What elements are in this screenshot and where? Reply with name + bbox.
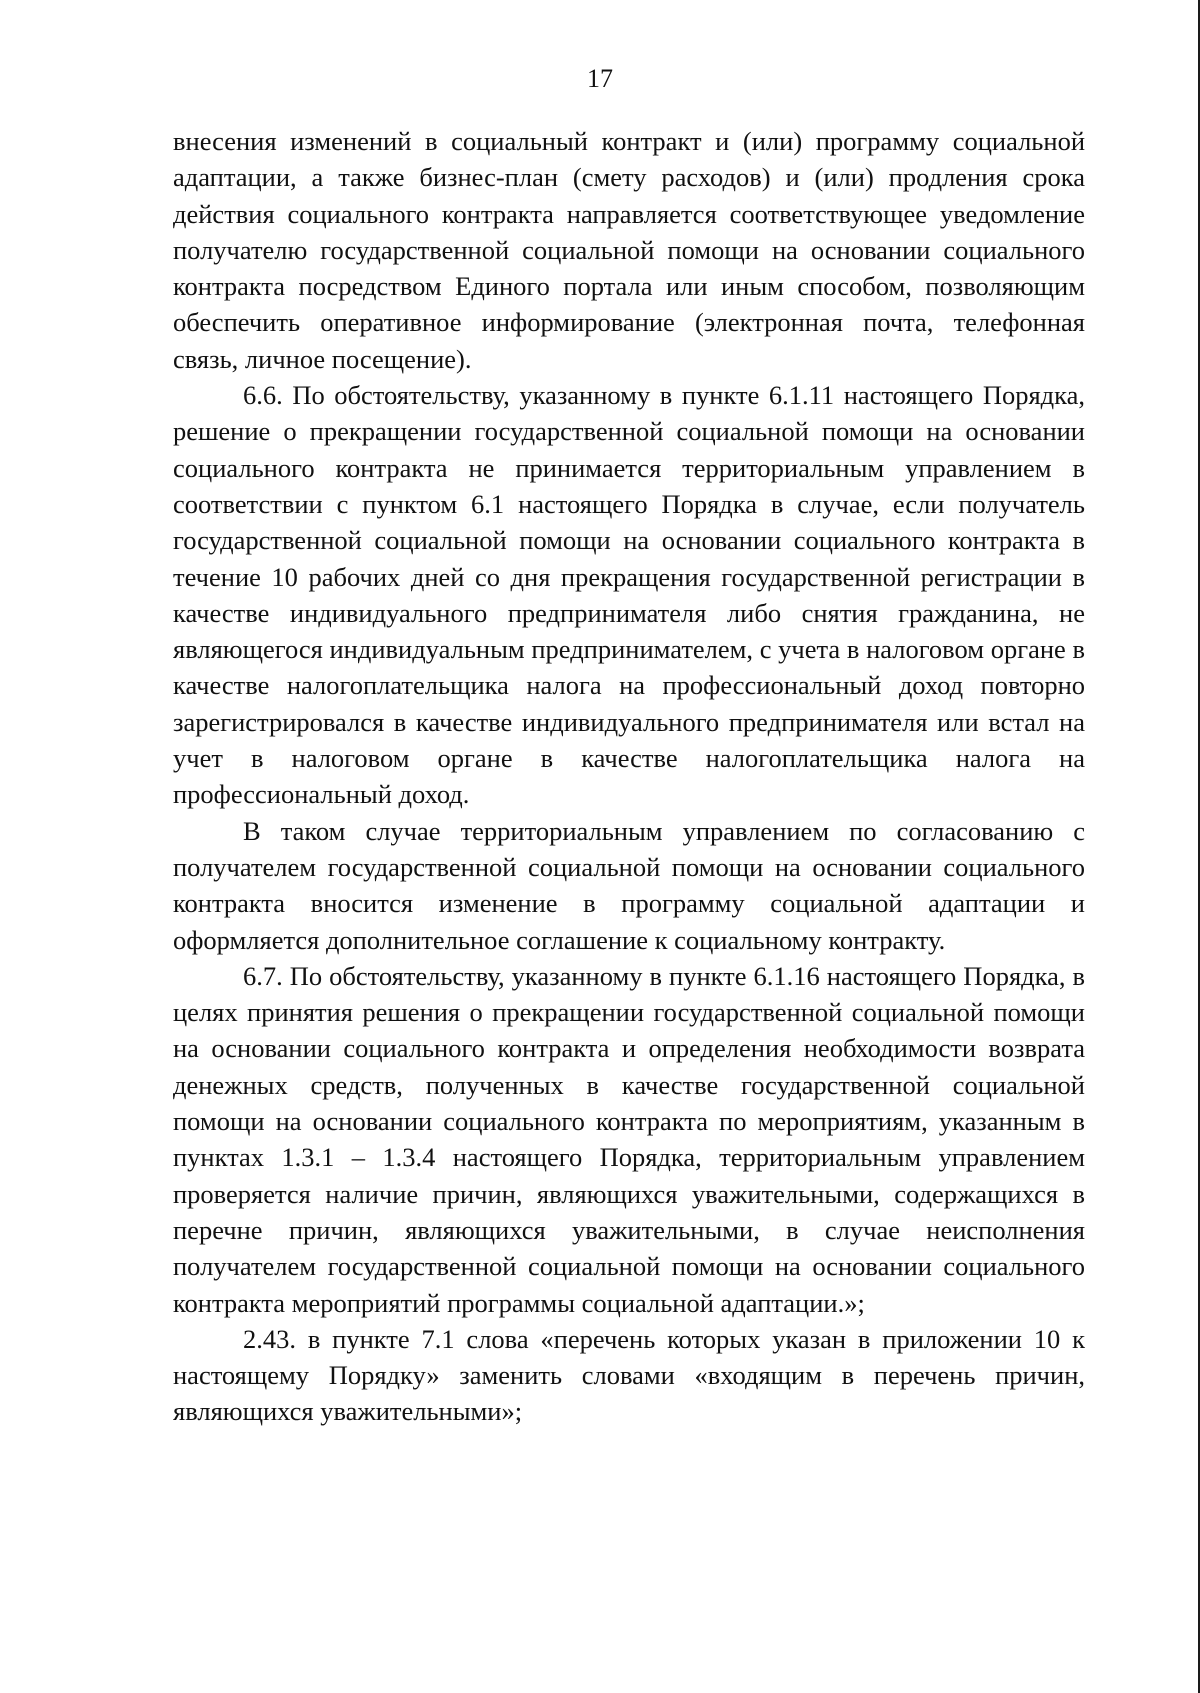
page-number: 17 [587, 64, 613, 93]
paragraph-2-43: 2.43. в пункте 7.1 слова «перечень которых указан в приложении 10 к настоящему Порядку» заменить словами «входящим в перечень причин, являющихся уважительными»; [173, 1323, 1085, 1427]
paragraph-6-6: 6.6. По обстоятельству, указанному в пункте 6.1.11 настоящего Порядка, решение о прекращении государственной социальной помощи на основании социального контракта не принимается территориальным управлением в соответствии с пунктом 6.1 настоящего Порядка в случае, если получатель государственной социальной помощи на основании социального контракта в течение 10 рабочих дней со дня прекращения государственной регистрации в качестве индивидуального предпринимателя либо снятия гражданина, не являющегося индивидуальным предпринимателем, с учета в налоговом органе в качестве налогоплательщика налога на профессиональный доход повторно зарегистрировался в качестве индивидуального предпринимателя или встал на учет в налоговом органе в качестве налогоплательщика налога на профессиональный доход. [173, 380, 1085, 810]
paragraph-6-7: 6.7. По обстоятельству, указанному в пункте 6.1.16 настоящего Порядка, в целях принятия решения о прекращении государственной социальной помощи на основании социального контракта и определения необходимости возврата денежных средств, полученных в качестве государственной социальной помощи на основании социального контракта по мероприятиям, указанным в пунктах 1.3.1 – 1.3.4 настоящего Порядка, территориальным управлением проверяется наличие причин, являющихся уважительными, содержащихся в перечне причин, являющихся уважительными, в случае неисполнения получателем государственной социальной помощи на основании социального контракта мероприятий программы социальной адаптации.»; [173, 960, 1085, 1318]
paragraph-continuation: внесения изменений в социальный контракт и (или) программу социальной адаптации, а также бизнес-план (смету расходов) и (или) продления срока действия социального контракта направляется соответствующее уведомление получателю государственной социальной помощи на основании социального контракта посредством Единого портала или иным способом, позволяющим обеспечить оперативное информирование (электронная почта, телефонная связь, личное посещение). [173, 126, 1085, 374]
document-body [173, 123, 1085, 1430]
paragraph-6-6-addendum: В таком случае территориальным управлением по согласованию с получателем государственной социальной помощи на основании социального контракта вносится изменение в программу социальной адаптации и оформляется дополнительное соглашение к социальному контракту. [173, 815, 1085, 955]
